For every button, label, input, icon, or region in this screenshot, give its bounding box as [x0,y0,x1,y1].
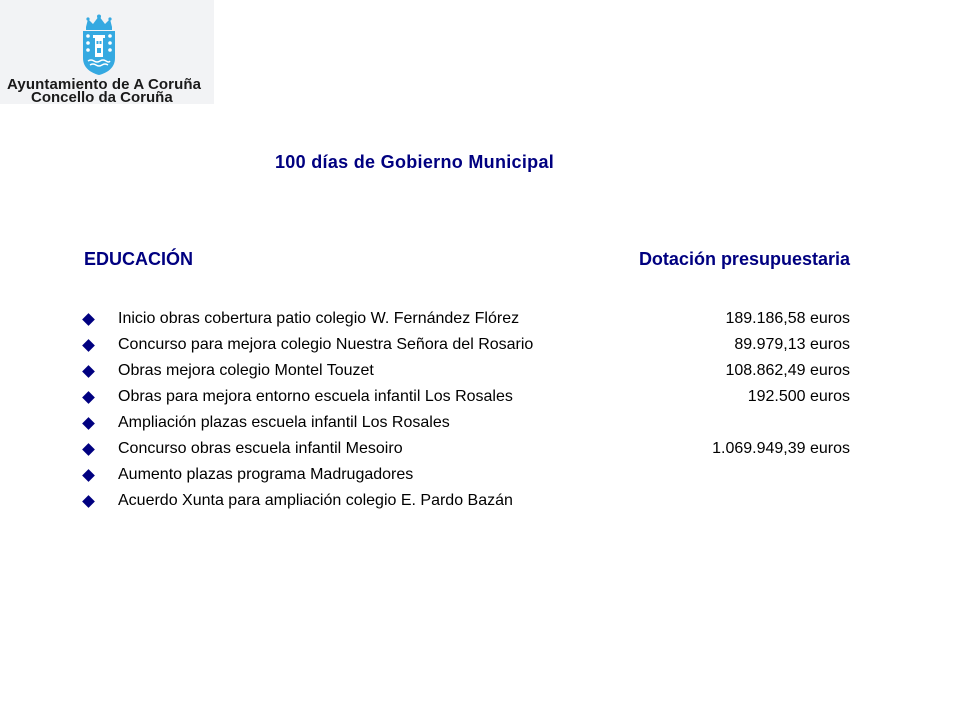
list-item [84,384,850,410]
item-text: Obras mejora colegio Montel Touzet [118,362,374,379]
item-text: Inicio obras cobertura patio colegio W. Fernández Flórez [118,310,520,327]
city-coat-of-arms-icon [80,14,118,76]
logo-title: Ayuntamiento de A Coruña [7,76,202,93]
item-text: Ampliación plazas escuela infantil Los Rosales [118,414,450,431]
list-item [84,462,850,488]
item-amount: 108.862,49 euros [725,362,850,379]
item-text: Acuerdo Xunta para ampliación colegio E. Pardo Bazán [118,492,513,509]
list-item [84,436,850,462]
list-item [84,332,850,358]
item-text: Concurso para mejora colegio Nuestra Señora del Rosario [118,336,534,353]
diamond-bullet-icon [82,313,95,326]
diamond-bullet-icon [82,339,95,352]
item-amount: 192.500 euros [747,388,850,405]
measures-list [84,306,850,514]
city-logo [0,0,214,104]
diamond-bullet-icon [82,469,95,482]
list-item [84,410,850,436]
list-item [84,488,850,514]
item-text: Aumento plazas programa Madrugadores [118,466,414,483]
list-item [84,306,850,332]
diamond-bullet-icon [82,495,95,508]
diamond-bullet-icon [82,443,95,456]
budget-column-header: Dotación presupuestaria [638,249,850,269]
item-amount: 189.186,58 euros [725,310,850,327]
page-title: 100 días de Gobierno Municipal [275,152,555,172]
item-amount: 1.069.949,39 euros [712,440,850,457]
diamond-bullet-icon [82,417,95,430]
logo-subtitle: Concello da Coruña [31,89,173,106]
item-text: Concurso obras escuela infantil Mesoiro [118,440,403,457]
diamond-bullet-icon [82,391,95,404]
diamond-bullet-icon [82,365,95,378]
list-item [84,358,850,384]
section-label: EDUCACIÓN [84,249,194,269]
item-amount: 89.979,13 euros [734,336,850,353]
item-text: Obras para mejora entorno escuela infantil Los Rosales [118,388,513,405]
